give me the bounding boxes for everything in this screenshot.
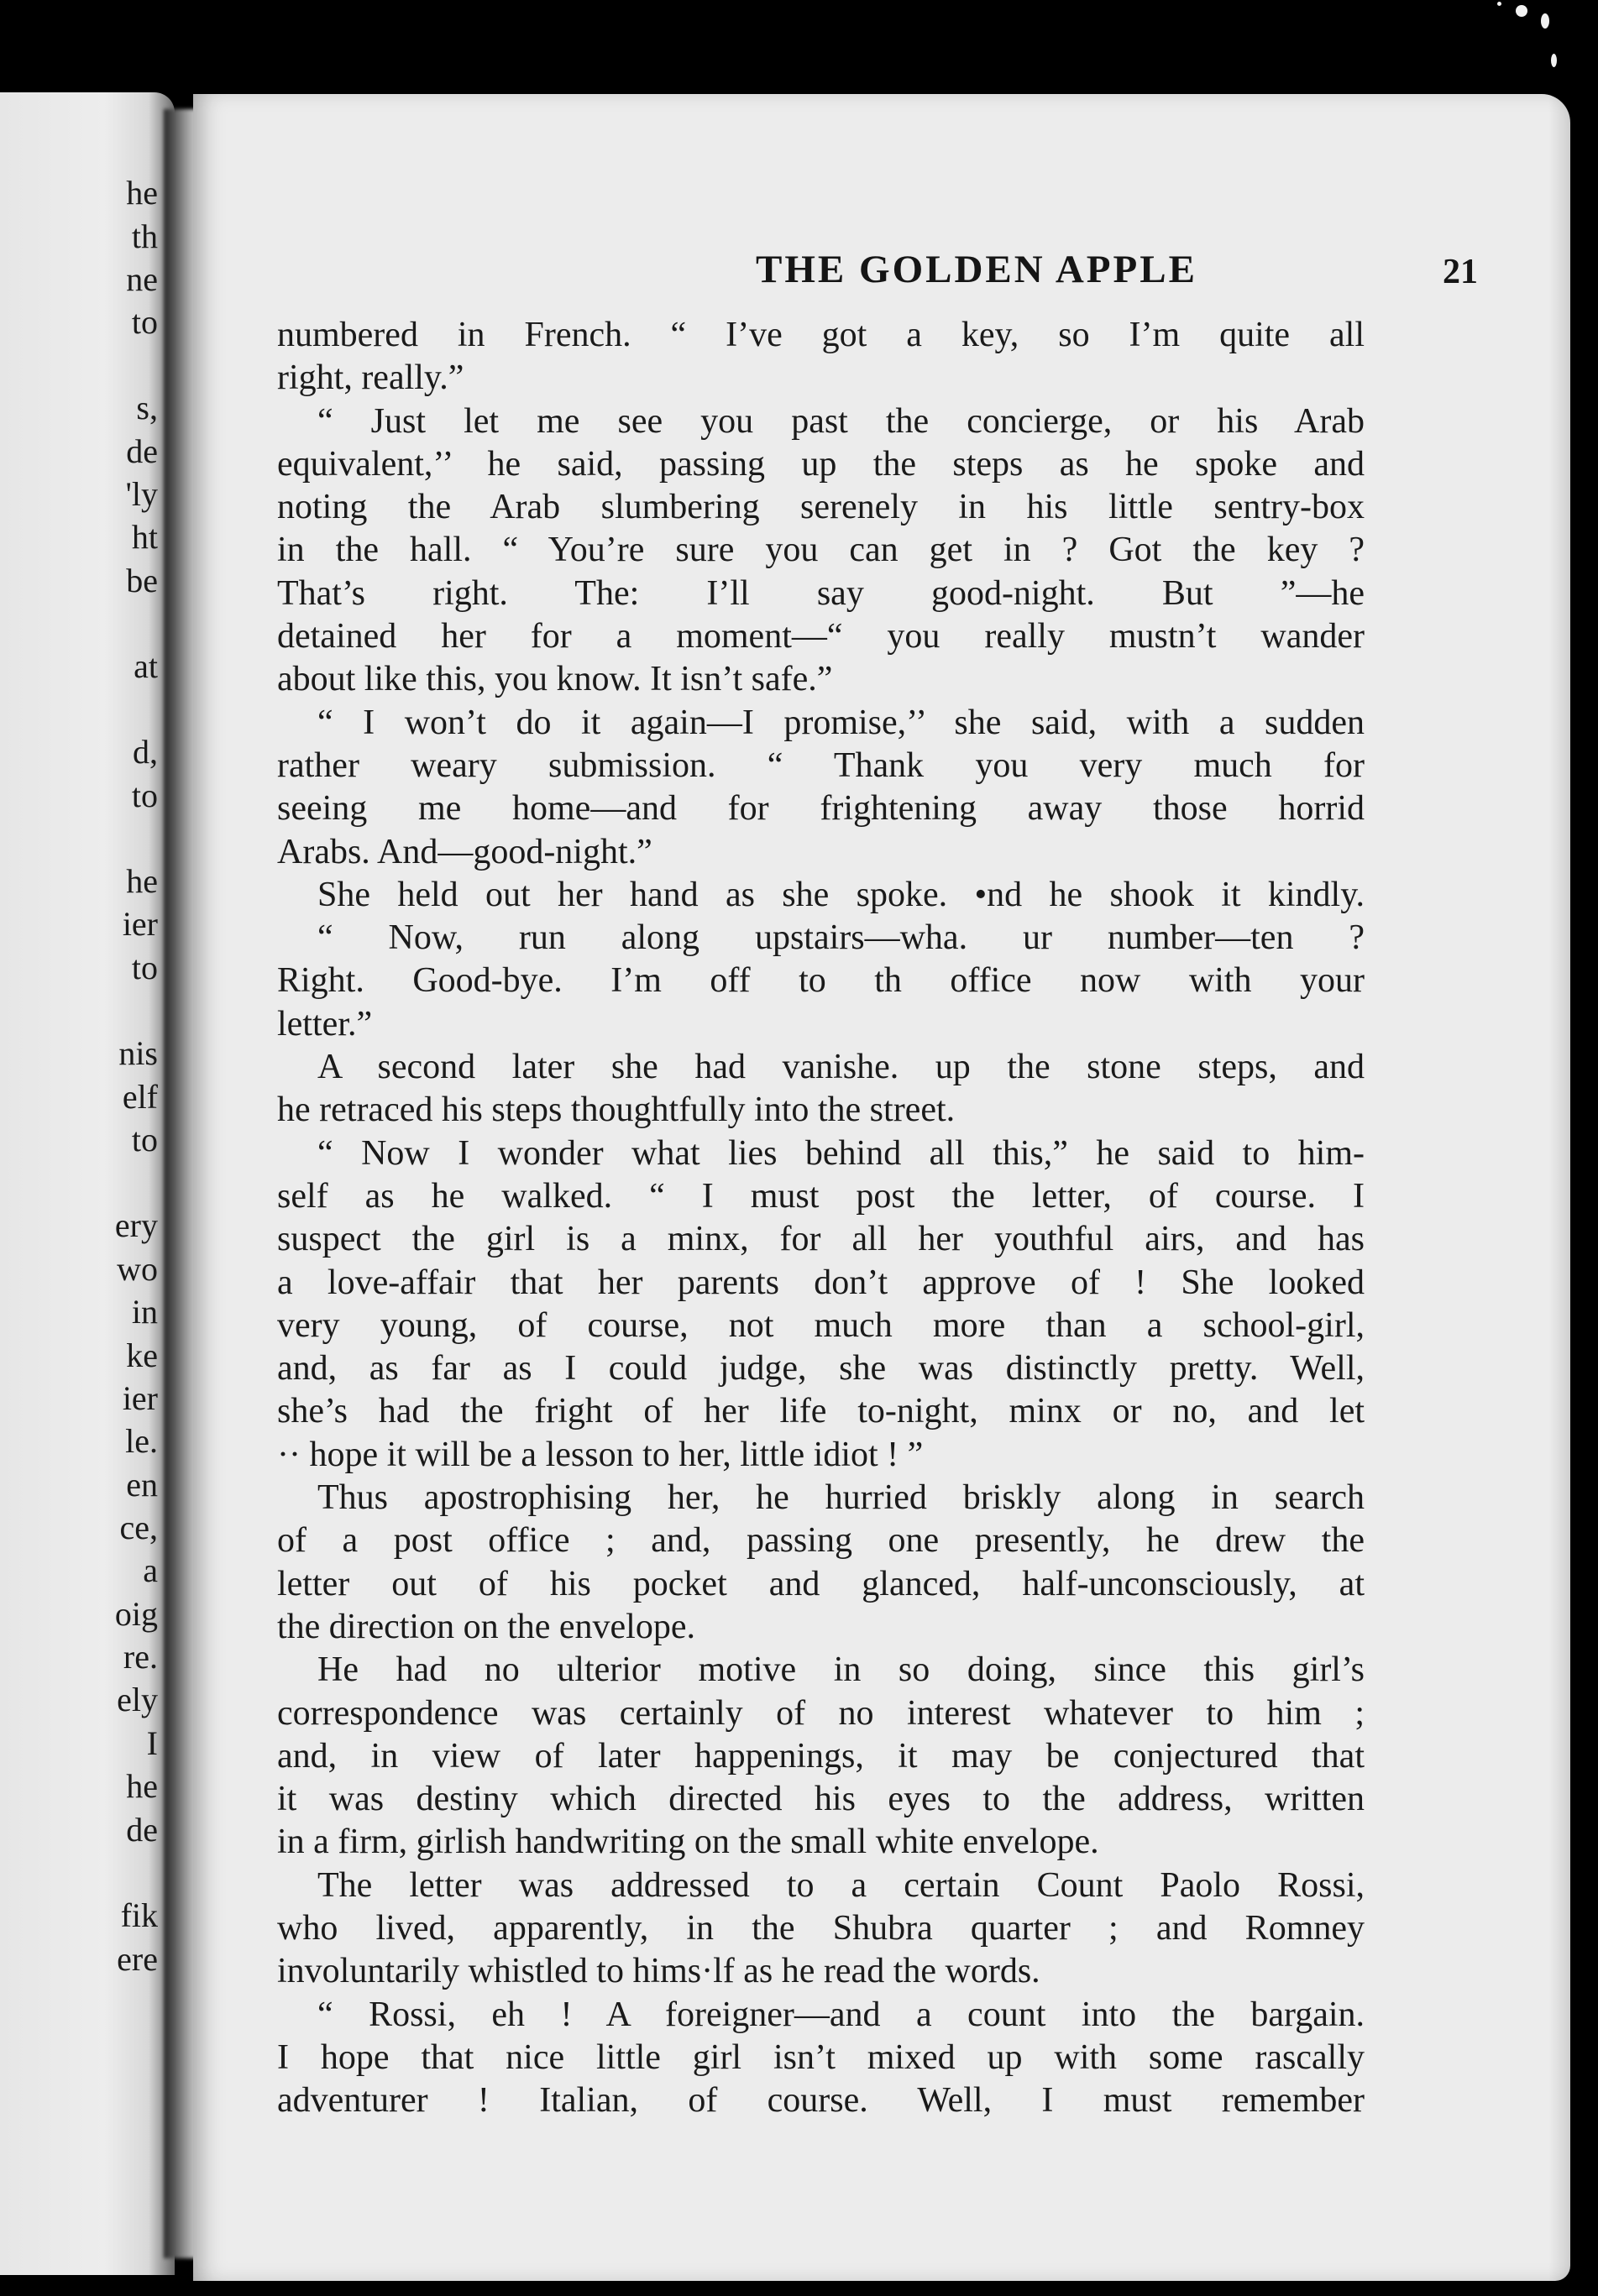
text-line: very young, of course, not much more than a school-girl, [277, 1305, 1365, 1345]
text-line: She held out her hand as she spoke. •nd he shook it kindly. [317, 875, 1365, 914]
text-line: adventurer ! Italian, of course. Well, I must remember [277, 2081, 1365, 2121]
text-line: and, in view of later happenings, it may be conjectured that [277, 1736, 1365, 1776]
text-line: correspondence was certainly of no interest whatever to him ; [277, 1693, 1365, 1733]
left-page-text-fragment: de [126, 432, 158, 470]
text-line: about like this, you know. It isn’t safe.” [277, 660, 833, 699]
text-line: “ Now, run along upstairs—wha. ur number—ten ? [317, 918, 1365, 958]
left-page-text-fragment: he [126, 174, 158, 212]
left-page-text-fragment: fik [120, 1896, 158, 1934]
text-line: who lived, apparently, in the Shubra quarter ; and Romney [277, 1908, 1365, 1948]
text-line: of a post office ; and, passing one presently, he drew the [277, 1521, 1365, 1561]
text-line: “ Rossi, eh ! A foreigner—and a count into the bargain. [317, 1995, 1365, 2034]
left-page-text-fragment: at [134, 647, 158, 685]
text-line: “ Just let me see you past the concierge, or his Arab [317, 401, 1365, 441]
body-text [277, 314, 1365, 2122]
left-page-text-fragment: oig [114, 1595, 158, 1633]
text-line: seeing me home—and for frightening away those horrid [277, 789, 1365, 829]
running-title: THE GOLDEN APPLE [756, 248, 1197, 291]
text-line: letter.” [277, 1004, 373, 1043]
text-line: detained her for a moment—“ you really mustn’t wander [277, 617, 1365, 656]
left-page-text-fragment: s, [136, 389, 158, 426]
text-line: he retraced his steps thoughtfully into the street. [277, 1090, 956, 1130]
left-page-text-fragment: be [126, 562, 158, 599]
text-line: The letter was addressed to a certain Count Paolo Rossi, [317, 1865, 1365, 1905]
left-page-text-fragment: ery [114, 1206, 158, 1244]
text-line: Arabs. And—good-night.” [277, 832, 652, 871]
text-line: in the hall. “ You’re sure you can get in ? Got the key ? [277, 531, 1365, 570]
left-page-text-fragment: th [131, 217, 158, 255]
text-line: That’s right. The: I’ll say good-night. But ”—he [277, 573, 1365, 613]
left-page-text-fragment: ere [117, 1940, 158, 1978]
scan-specks [1464, 0, 1564, 92]
text-line: she’s had the fright of her life to-night, minx or no, and let [277, 1392, 1365, 1431]
left-page-text-fragment: re. [123, 1638, 158, 1676]
text-line: ·· hope it will be a lesson to her, little idiot ! ” [277, 1435, 924, 1474]
text-line: it was destiny which directed his eyes to the address, written [277, 1780, 1365, 1819]
left-page-text-fragment: 'ly [125, 475, 158, 513]
text-line: equivalent,’’ he said, passing up the steps as he spoke and [277, 444, 1365, 484]
left-page-text-fragment: to [131, 949, 158, 986]
text-line: a love-affair that her parents don’t approve of ! She looked [277, 1263, 1365, 1302]
text-line: Right. Good-bye. I’m off to th office now with your [277, 961, 1365, 1001]
left-page-text-fragment: elf [122, 1078, 158, 1116]
text-line: involuntarily whistled to hims·lf as he read the words. [277, 1952, 1040, 1991]
left-page-text-fragment: ht [131, 518, 158, 556]
left-page-text-fragment: ier [122, 905, 158, 943]
left-page-text-fragment: wo [117, 1250, 158, 1288]
text-line: self as he walked. “ I must post the letter, of course. I [277, 1176, 1365, 1216]
left-page-text-fragment: to [131, 1121, 158, 1158]
text-line: Thus apostrophising her, he hurried briskly along in search [317, 1478, 1365, 1518]
left-page-text-fragment: to [131, 777, 158, 814]
left-page-text-fragment: he [126, 1767, 158, 1805]
text-line: A second later she had vanishe. up the stone steps, and [317, 1048, 1365, 1087]
left-page-text-fragment: I [146, 1724, 158, 1762]
text-line: rather weary submission. “ Thank you very much for [277, 745, 1365, 785]
text-line: He had no ulterior motive in so doing, since this girl’s [317, 1650, 1365, 1690]
text-line: and, as far as I could judge, she was distinctly pretty. Well, [277, 1349, 1365, 1389]
left-page-text-fragment: in [131, 1293, 158, 1331]
text-line: the direction on the envelope. [277, 1607, 695, 1646]
left-page-text-fragment: de [126, 1811, 158, 1849]
book-gutter [164, 109, 197, 2258]
text-line: “ I won’t do it again—I promise,’’ she said, with a sudden [317, 703, 1365, 742]
left-page-text-fragment: ke [126, 1336, 158, 1374]
left-page-text-fragment: d, [133, 733, 158, 771]
left-page-text-fragment: a [143, 1551, 158, 1589]
text-line: suspect the girl is a minx, for all her youthful airs, and has [277, 1220, 1365, 1259]
left-page-text-fragment: ier [122, 1379, 158, 1417]
text-line: “ Now I wonder what lies behind all this,” he said to him- [317, 1133, 1365, 1173]
text-line: numbered in French. “ I’ve got a key, so I’m quite all [277, 316, 1365, 354]
running-head [277, 247, 1478, 289]
left-page-text-fragment: en [126, 1466, 158, 1504]
text-line: letter out of his pocket and glanced, half-unconsciously, at [277, 1564, 1365, 1603]
text-line: I hope that nice little girl isn’t mixed up with some rascally [277, 2037, 1365, 2077]
left-page-text-fragment: ely [117, 1681, 158, 1718]
left-page-text-fragment: he [126, 862, 158, 900]
left-page-text-fragment: ne [126, 260, 158, 298]
text-line: noting the Arab slumbering serenely in his little sentry-box [277, 488, 1365, 527]
page-number: 21 [1443, 253, 1478, 291]
book-page [193, 94, 1570, 2281]
left-page-text-fragment: nis [118, 1034, 158, 1072]
text-line: right, really.” [277, 358, 464, 398]
text-line: in a firm, girlish handwriting on the small white envelope. [277, 1823, 1099, 1862]
left-page-text-fragment: le. [125, 1422, 158, 1460]
left-page-text-fragment: ce, [119, 1509, 158, 1546]
left-page-fragment [0, 92, 175, 2275]
left-page-text-fragment: to [131, 303, 158, 341]
